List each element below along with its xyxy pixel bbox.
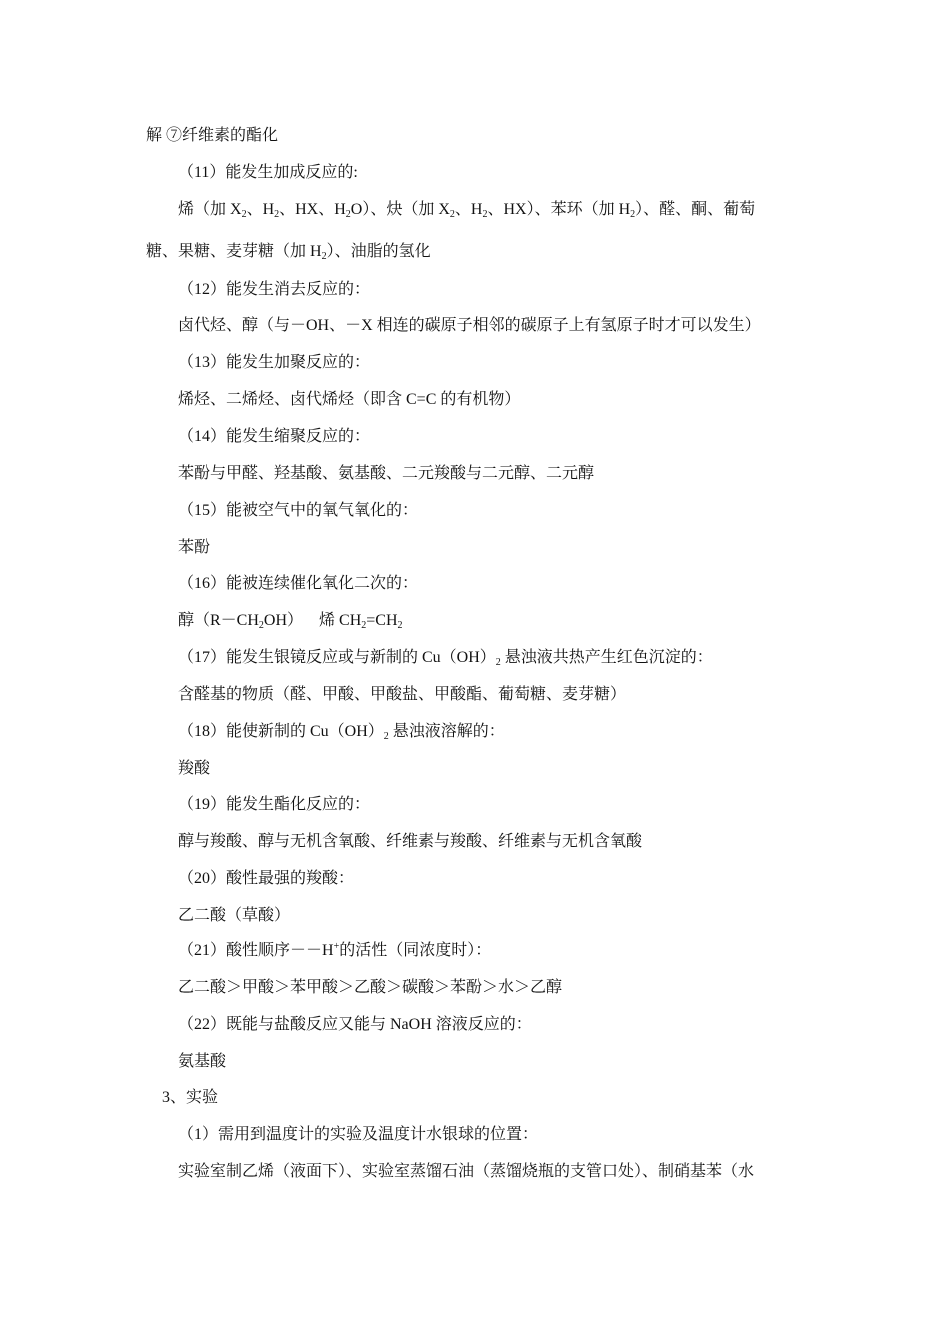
heading-item-11: （11）能发生加成反应的: [178,164,358,181]
heading-item-15: （15）能被空气中的氧气氧化的： [178,502,419,519]
text-line: 醇与羧酸、醇与无机含氧酸、纤维素与羧酸、纤维素与无机含氧酸 [178,833,643,850]
heading-item-22: （22）既能与盐酸反应又能与 NaOH 溶液反应的： [178,1016,532,1033]
text-line: 烯烃、二烯烃、卤代烯烃（即含 C=C 的有机物） [178,391,521,408]
text-line: 氨基酸 [178,1053,227,1070]
text-line: 苯酚 [178,539,211,556]
text-line: 苯酚与甲醛、羟基酸、氨基酸、二元羧酸与二元醇、二元醇 [178,465,595,482]
text-line: 解 ⑦纤维素的酯化 [146,127,279,144]
heading-item-13: （13）能发生加聚反应的： [178,354,371,371]
heading-item-12: （12）能发生消去反应的： [178,281,371,298]
heading-item-17: （17）能发生银镜反应或与新制的 $Cu(OH)_2$ 悬浊液共热产生红色沉淀的： [178,649,713,668]
section-heading-experiments: 3、实验 [162,1089,219,1106]
text-line: 糖、果糖、麦芽糖（加 $H_2$）、油脂的氢化 [146,243,431,262]
heading-item-18: （18）能使新制的 $Cu(OH)_2$ 悬浊液溶解的： [178,723,505,742]
heading-item-1: （1）需用到温度计的实验及温度计水银球的位置： [178,1126,539,1143]
heading-item-16: （16）能被连续催化氧化二次的： [178,575,419,592]
text-line: 卤代烃、醇（与－OH、－X 相连的碳原子相邻的碳原子上有氢原子时才可以发生） [178,317,761,334]
text-line: 醇$(R-CH_2OH)$ 烯 $CH_2=CH_2$ [178,612,403,631]
text-line: 实验室制乙烯（液面下）、实验室蒸馏石油（蒸馏烧瓶的支管口处）、制硝基苯（水 [178,1163,755,1180]
text-line: 含醛基的物质（醛、甲酸、甲酸盐、甲酸酯、葡萄糖、麦芽糖） [178,686,627,703]
heading-item-21: （21）酸性顺序－－H+的活性（同浓度时）： [178,941,492,959]
heading-item-20: （20）酸性最强的羧酸： [178,870,355,887]
heading-item-14: （14）能发生缩聚反应的： [178,428,371,445]
text-line: 乙二酸＞甲酸＞苯甲酸＞乙酸＞碳酸＞苯酚＞水＞乙醇 [178,979,563,996]
heading-item-19: （19）能发生酯化反应的： [178,796,371,813]
text-line: 烯（加 $X_2$、$H_2$、HX、$H_2O$）、炔（加 $X_2$、$H_2$、HX）、苯环（加 $H_2$）、醛、酮、葡萄 [178,201,756,220]
text-line: 乙二酸（草酸） [178,907,291,924]
text-line: 羧酸 [178,760,211,777]
